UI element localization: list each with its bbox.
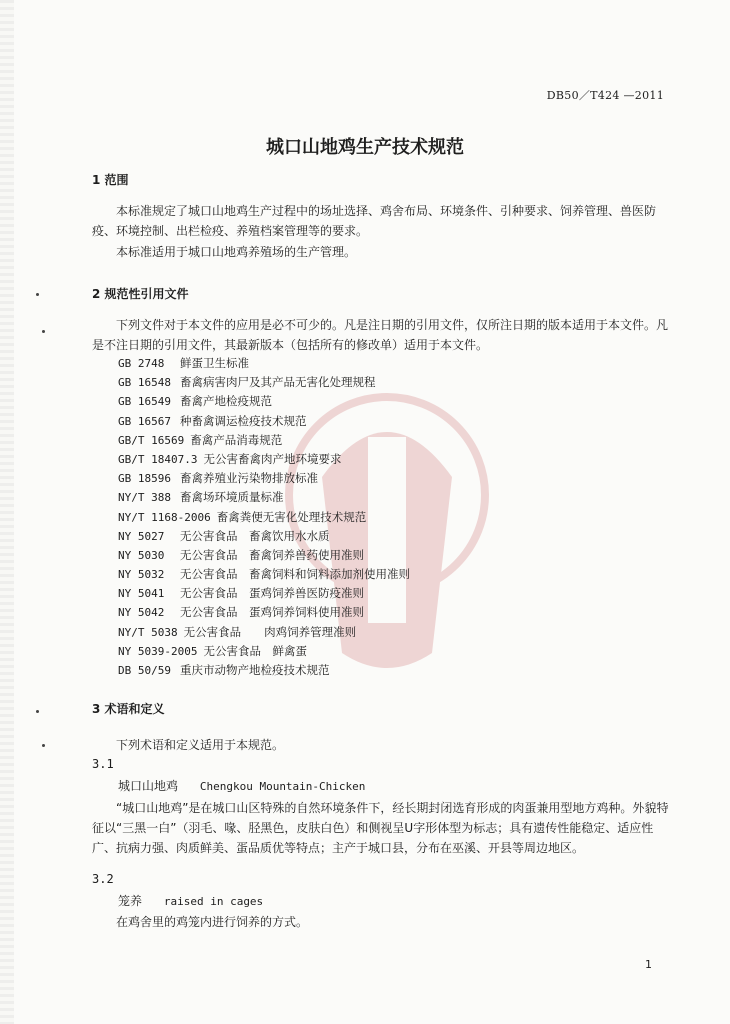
term-number: 3.2 — [92, 872, 114, 886]
reference-item: GB 16548 畜禽病害肉尸及其产品无害化处理规程 — [118, 375, 376, 390]
scope-applicability: 本标准适用于城口山地鸡养殖场的生产管理。 — [116, 245, 357, 259]
reference-item: NY 5039-2005 无公害食品 鲜禽蛋 — [118, 643, 307, 658]
reference-list — [118, 355, 678, 681]
reference-item: GB 18596 畜禽养殖业污染物排放标准 — [118, 471, 318, 486]
term-number: 3.1 — [92, 757, 114, 771]
reference-item: NY 5041 无公害食品 蛋鸡饲养兽医防疫准则 — [118, 586, 364, 601]
scope-paragraph: 本标准规定了城口山地鸡生产过程中的场址选择、鸡舍布局、环境条件、引种要求、饲养管理、兽医防疫、环境控制、出栏检疫、养殖档案管理等的要求。 — [92, 204, 657, 238]
reference-item: DB 50/59 重庆市动物产地检疫技术规范 — [118, 663, 330, 677]
page-number: 1 — [645, 958, 652, 971]
reference-item: GB/T 18407.3 无公害畜禽肉产地环境要求 — [118, 451, 342, 466]
references-intro: 下列文件对于本文件的应用是必不可少的。凡是注日期的引用文件，仅所注日期的版本适用于本文件。凡是不注日期的引用文件，其最新版本（包括所有的修改单）适用于本文件。 — [92, 318, 669, 352]
margin-dot — [36, 293, 39, 296]
section-heading-scope: 1 范围 — [92, 173, 129, 187]
term-definition: “城口山地鸡”是在城口山区特殊的自然环境条件下，经长期封闭选育形成的肉蛋兼用型地方鸡种。外貌特征以“三黑一白”（羽毛、喙、胫黑色，皮肤白色）和侧视呈U字形体型为标志；具有遗传性能稳定、适应性广、抗病力强、肉质鲜美、蛋品质优等特点；主产于城口县，分布在巫溪、开县等周边地区。 — [92, 801, 669, 855]
reference-item: NY 5042 无公害食品 蛋鸡饲养饲料使用准则 — [118, 605, 364, 620]
term-heading — [118, 777, 365, 794]
term-english: raised in cages — [163, 895, 264, 908]
term-heading — [118, 892, 263, 909]
reference-item: NY/T 5038 无公害食品 肉鸡饲养管理准则 — [118, 624, 357, 639]
margin-dot — [42, 330, 45, 333]
reference-item: GB 16567 种畜禽调运检疫技术规范 — [118, 413, 307, 428]
page-title: 城口山地鸡生产技术规范 — [266, 137, 464, 158]
term-definition: 在鸡舍里的鸡笼内进行饲养的方式。 — [116, 915, 309, 929]
term-english: Chengkou Mountain-Chicken — [199, 780, 366, 793]
reference-item: GB 2748 鲜蛋卫生标准 — [118, 356, 249, 370]
reference-item: NY 5030 无公害食品 畜禽饲养兽药使用准则 — [118, 547, 364, 562]
section-heading-references: 2 规范性引用文件 — [92, 287, 189, 301]
section-heading-terms: 3 术语和定义 — [92, 702, 165, 716]
reference-item: NY/T 1168-2006 畜禽粪便无害化处理技术规范 — [118, 509, 367, 524]
term-name: 城口山地鸡 — [118, 779, 179, 793]
margin-dot — [42, 744, 45, 747]
reference-item: NY 5027 无公害食品 畜禽饮用水水质 — [118, 528, 330, 543]
margin-dot — [36, 710, 39, 713]
term-name: 笼养 — [118, 894, 143, 908]
document-code: DB50／T424 —2011 — [546, 89, 664, 102]
reference-item: NY 5032 无公害食品 畜禽饲料和饲料添加剂使用准则 — [118, 567, 410, 582]
reference-item: GB 16549 畜禽产地检疫规范 — [118, 394, 272, 409]
terms-intro: 下列术语和定义适用于本规范。 — [116, 738, 285, 752]
reference-item: NY/T 388 畜禽场环境质量标准 — [118, 490, 284, 505]
reference-item: GB/T 16569 畜禽产品消毒规范 — [118, 432, 283, 447]
